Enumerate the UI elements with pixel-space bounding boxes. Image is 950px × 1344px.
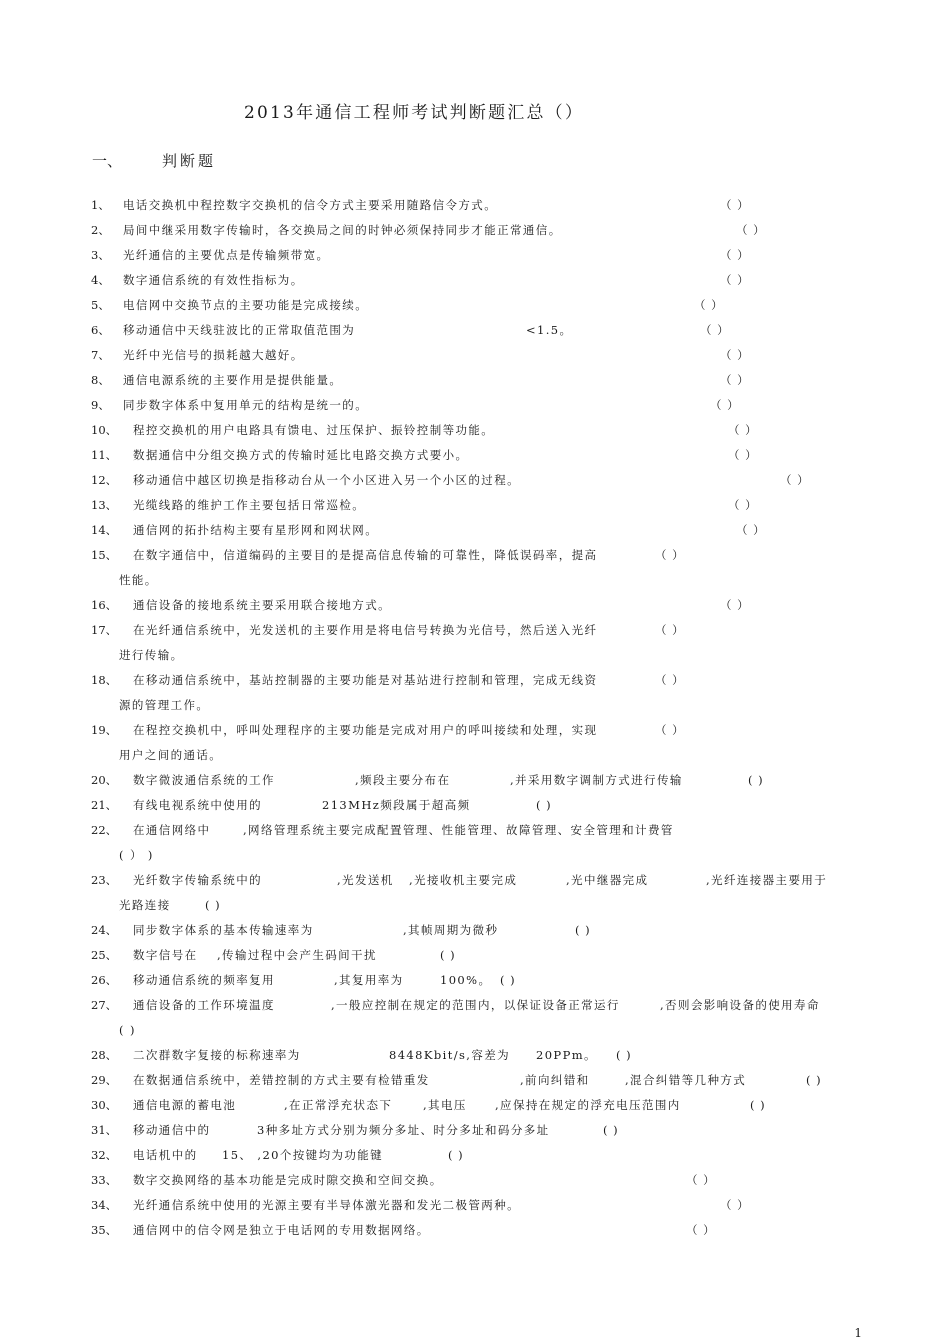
question-item bbox=[0, 371, 950, 389]
question-item bbox=[0, 971, 950, 989]
question-number: 22、 bbox=[91, 823, 118, 837]
question-item bbox=[0, 771, 950, 789]
question-number: 20、 bbox=[91, 773, 118, 787]
question-text: 通信设备的接地系统主要采用联合接地方式。 bbox=[133, 598, 391, 612]
question-number: 12、 bbox=[91, 473, 118, 487]
question-text: 电信网中交换节点的主要功能是完成接续。 bbox=[123, 298, 369, 312]
answer-bracket: （ ） bbox=[720, 348, 750, 362]
question-text: 数字微波通信系统的工作 bbox=[133, 773, 275, 787]
question-text: 通信电源的蓄电池 bbox=[133, 1098, 237, 1112]
question-item bbox=[0, 1046, 950, 1064]
question-continuation: 源的管理工作。 bbox=[119, 698, 210, 712]
question-text: 移动通信中的 bbox=[133, 1123, 211, 1137]
question-text: 有线电视系统中使用的 bbox=[133, 798, 262, 812]
question-text-segment: <1.5。 bbox=[526, 323, 573, 337]
answer-bracket: ( ) bbox=[536, 798, 552, 812]
question-item bbox=[0, 796, 950, 814]
answer-bracket: （ ） bbox=[728, 423, 758, 437]
page-number: 1 bbox=[854, 1326, 862, 1340]
answer-bracket: ( ) bbox=[748, 773, 764, 787]
question-number: 5、 bbox=[91, 298, 110, 312]
question-number: 7、 bbox=[91, 348, 110, 362]
question-number: 33、 bbox=[91, 1173, 118, 1187]
answer-bracket: （ ） bbox=[720, 373, 750, 387]
question-text: 在数据通信系统中，差错控制的方式主要有检错重发 bbox=[133, 1073, 430, 1087]
question-item bbox=[0, 271, 950, 289]
question-text: 二次群数字复接的标称速率为 bbox=[133, 1048, 301, 1062]
question-number: 18、 bbox=[91, 673, 118, 687]
answer-bracket: （ ） bbox=[700, 323, 730, 337]
question-text: 同步数字体系中复用单元的结构是统一的。 bbox=[123, 398, 369, 412]
question-number: 30、 bbox=[91, 1098, 118, 1112]
question-number: 34、 bbox=[91, 1198, 118, 1212]
question-continuation: 进行传输。 bbox=[119, 648, 184, 662]
question-text-segment: ,传输过程中会产生码间干扰 bbox=[217, 948, 377, 962]
question-item bbox=[0, 446, 950, 464]
question-item bbox=[0, 821, 950, 862]
question-continuation: 性能。 bbox=[119, 573, 158, 587]
answer-bracket: （ ） bbox=[686, 1223, 716, 1237]
question-number: 16、 bbox=[91, 598, 118, 612]
question-item bbox=[0, 346, 950, 364]
document-title: 2013年通信工程师考试判断题汇总（） bbox=[244, 103, 585, 123]
question-item bbox=[0, 871, 950, 912]
question-item bbox=[0, 671, 950, 712]
question-text: 同步数字体系的基本传输速率为 bbox=[133, 923, 314, 937]
question-text: 光纤通信的主要优点是传输频带宽。 bbox=[123, 248, 330, 262]
question-text-segment: ,否则会影响设备的使用寿命 bbox=[660, 998, 820, 1012]
question-item bbox=[0, 996, 950, 1037]
question-text: 电话交换机中程控数字交换机的信令方式主要采用随路信令方式。 bbox=[123, 198, 498, 212]
answer-bracket: ( ) bbox=[448, 1148, 464, 1162]
question-number: 32、 bbox=[91, 1148, 118, 1162]
question-continuation: ( ) bbox=[119, 1023, 136, 1037]
answer-bracket: （ ） bbox=[720, 198, 750, 212]
question-number: 8、 bbox=[91, 373, 110, 387]
question-number: 11、 bbox=[91, 448, 118, 462]
question-text-segment: ,其电压 bbox=[423, 1098, 467, 1112]
answer-bracket: ( ) bbox=[205, 898, 221, 912]
question-text-segment: ,其帧周期为微秒 bbox=[403, 923, 499, 937]
question-text-segment: ,光纤连接器主要用于 bbox=[706, 873, 828, 887]
question-text: 在移动通信系统中，基站控制器的主要功能是对基站进行控制和管理，完成无线资 bbox=[133, 673, 598, 687]
question-number: 27、 bbox=[91, 998, 118, 1012]
answer-bracket: ( ) bbox=[750, 1098, 766, 1112]
question-text: 光缆线路的维护工作主要包括日常巡检。 bbox=[133, 498, 366, 512]
question-item bbox=[0, 1146, 950, 1164]
question-number: 21、 bbox=[91, 798, 118, 812]
question-text: 光纤数字传输系统中的 bbox=[133, 873, 262, 887]
question-item bbox=[0, 196, 950, 214]
question-item bbox=[0, 596, 950, 614]
answer-bracket: （ ） bbox=[710, 398, 740, 412]
question-number: 31、 bbox=[91, 1123, 118, 1137]
answer-bracket: （ ） bbox=[736, 523, 766, 537]
question-text: 数字交换网络的基本功能是完成时隙交换和空间交换。 bbox=[133, 1173, 443, 1187]
question-number: 19、 bbox=[91, 723, 118, 737]
question-text-segment: ,应保持在规定的浮充电压范围内 bbox=[495, 1098, 681, 1112]
question-continuation: 用户之间的通话。 bbox=[119, 748, 223, 762]
question-text-segment: 15、 ,20个按键均为功能键 bbox=[222, 1148, 384, 1162]
question-number: 14、 bbox=[91, 523, 118, 537]
question-text-segment: ,前向纠错和 bbox=[520, 1073, 590, 1087]
question-text: 电话机中的 bbox=[133, 1148, 198, 1162]
question-text-segment: 3种多址方式分别为频分多址、时分多址和码分多址 bbox=[257, 1123, 550, 1137]
question-text-segment: ,网络管理系统主要完成配置管理、性能管理、故障管理、安全管理和计费管 bbox=[243, 823, 674, 837]
question-text: 光纤中光信号的损耗越大越好。 bbox=[123, 348, 304, 362]
question-item bbox=[0, 521, 950, 539]
section-title: 判断题 bbox=[162, 152, 217, 170]
question-text-segment: ,一般应控制在规定的范围内，以保证设备正常运行 bbox=[331, 998, 620, 1012]
question-text-segment: ,其复用率为 bbox=[334, 973, 404, 987]
question-number: 2、 bbox=[91, 223, 110, 237]
question-item bbox=[0, 1071, 950, 1089]
question-text: 在数字通信中，信道编码的主要目的是提高信息传输的可靠性，降低误码率，提高 bbox=[133, 548, 598, 562]
question-number: 24、 bbox=[91, 923, 118, 937]
question-item bbox=[0, 1221, 950, 1239]
question-number: 3、 bbox=[91, 248, 110, 262]
question-text: 通信网中的信令网是独立于电话网的专用数据网络。 bbox=[133, 1223, 430, 1237]
question-item bbox=[0, 721, 950, 762]
question-number: 1、 bbox=[91, 198, 110, 212]
question-number: 25、 bbox=[91, 948, 118, 962]
answer-bracket: （ ） bbox=[655, 548, 685, 562]
question-text: 通信设备的工作环境温度 bbox=[133, 998, 275, 1012]
question-number: 6、 bbox=[91, 323, 110, 337]
question-item bbox=[0, 421, 950, 439]
answer-bracket: （ ） bbox=[720, 273, 750, 287]
question-item bbox=[0, 1196, 950, 1214]
answer-bracket: ( ) bbox=[603, 1123, 619, 1137]
question-item bbox=[0, 1096, 950, 1114]
question-text-segment: ,光发送机 bbox=[337, 873, 394, 887]
question-text-segment: ,光接收机主要完成 bbox=[409, 873, 518, 887]
question-text: 通信网的拓扑结构主要有星形网和网状网。 bbox=[133, 523, 379, 537]
question-text-segment: ,光中继器完成 bbox=[566, 873, 649, 887]
answer-bracket: （ ） bbox=[655, 723, 685, 737]
question-text: 数字信号在 bbox=[133, 948, 198, 962]
answer-bracket: ( ) bbox=[575, 923, 591, 937]
question-number: 13、 bbox=[91, 498, 118, 512]
answer-bracket: ( ) bbox=[616, 1048, 632, 1062]
question-text-segment: ,并采用数字调制方式进行传输 bbox=[510, 773, 683, 787]
answer-bracket: （ ） bbox=[720, 248, 750, 262]
question-item bbox=[0, 296, 950, 314]
question-text: 光纤通信系统中使用的光源主要有半导体激光器和发光二极管两种。 bbox=[133, 1198, 520, 1212]
question-number: 10、 bbox=[91, 423, 118, 437]
question-text: 移动通信系统的频率复用 bbox=[133, 973, 275, 987]
question-item bbox=[0, 921, 950, 939]
answer-bracket: （ ） bbox=[736, 223, 766, 237]
question-text-segment: 20PPm。 bbox=[536, 1048, 597, 1062]
question-text: 在程控交换机中，呼叫处理程序的主要功能是完成对用户的呼叫接续和处理，实现 bbox=[133, 723, 598, 737]
question-item bbox=[0, 621, 950, 662]
answer-bracket: （ ） bbox=[655, 623, 685, 637]
answer-bracket: （ ） bbox=[720, 1198, 750, 1212]
answer-bracket: （ ） bbox=[655, 673, 685, 687]
question-item bbox=[0, 1121, 950, 1139]
question-text: 数字通信系统的有效性指标为。 bbox=[123, 273, 304, 287]
question-text: 程控交换机的用户电路具有馈电、过压保护、振铃控制等功能。 bbox=[133, 423, 495, 437]
question-number: 4、 bbox=[91, 273, 110, 287]
question-text: 在通信网络中 bbox=[133, 823, 211, 837]
question-item bbox=[0, 321, 950, 339]
answer-bracket: ( ) bbox=[440, 948, 456, 962]
answer-bracket: （ ） bbox=[728, 448, 758, 462]
question-text-segment: 8448Kbit/s,容差为 bbox=[389, 1048, 511, 1062]
question-text: 局间中继采用数字传输时，各交换局之间的时钟必须保持同步才能正常通信。 bbox=[123, 223, 562, 237]
question-continuation: ( ） ) bbox=[119, 848, 154, 862]
question-item bbox=[0, 546, 950, 587]
answer-bracket: （ ） bbox=[728, 498, 758, 512]
question-text: 移动通信中越区切换是指移动台从一个小区进入另一个小区的过程。 bbox=[133, 473, 520, 487]
question-item bbox=[0, 471, 950, 489]
question-item bbox=[0, 946, 950, 964]
question-number: 29、 bbox=[91, 1073, 118, 1087]
question-number: 15、 bbox=[91, 548, 118, 562]
question-text-segment: ,在正常浮充状态下 bbox=[284, 1098, 393, 1112]
question-text: 通信电源系统的主要作用是提供能量。 bbox=[123, 373, 343, 387]
question-number: 26、 bbox=[91, 973, 118, 987]
answer-bracket: （ ） bbox=[686, 1173, 716, 1187]
answer-bracket: （ ） bbox=[694, 298, 724, 312]
question-item bbox=[0, 221, 950, 239]
question-text: 移动通信中天线驻波比的正常取值范围为 bbox=[123, 323, 356, 337]
question-number: 28、 bbox=[91, 1048, 118, 1062]
question-item bbox=[0, 246, 950, 264]
question-text: 在光纤通信系统中，光发送机的主要作用是将电信号转换为光信号，然后送入光纤 bbox=[133, 623, 598, 637]
question-item bbox=[0, 1171, 950, 1189]
question-text-segment: 213MHz频段属于超高频 bbox=[322, 798, 471, 812]
question-item bbox=[0, 396, 950, 414]
answer-bracket: （ ） bbox=[780, 473, 810, 487]
answer-bracket: ( ) bbox=[806, 1073, 822, 1087]
question-item bbox=[0, 496, 950, 514]
question-number: 23、 bbox=[91, 873, 118, 887]
question-number: 9、 bbox=[91, 398, 110, 412]
question-text-segment: ,频段主要分布在 bbox=[355, 773, 451, 787]
question-number: 35、 bbox=[91, 1223, 118, 1237]
question-text-segment: 100%。 bbox=[440, 973, 492, 987]
section-label: 一、 bbox=[92, 152, 123, 170]
question-number: 17、 bbox=[91, 623, 118, 637]
question-text-segment: ,混合纠错等几种方式 bbox=[625, 1073, 747, 1087]
answer-bracket: ( ) bbox=[500, 973, 516, 987]
question-continuation: 光路连接 bbox=[119, 898, 171, 912]
answer-bracket: （ ） bbox=[720, 598, 750, 612]
question-text: 数据通信中分组交换方式的传输时延比电路交换方式要小。 bbox=[133, 448, 469, 462]
